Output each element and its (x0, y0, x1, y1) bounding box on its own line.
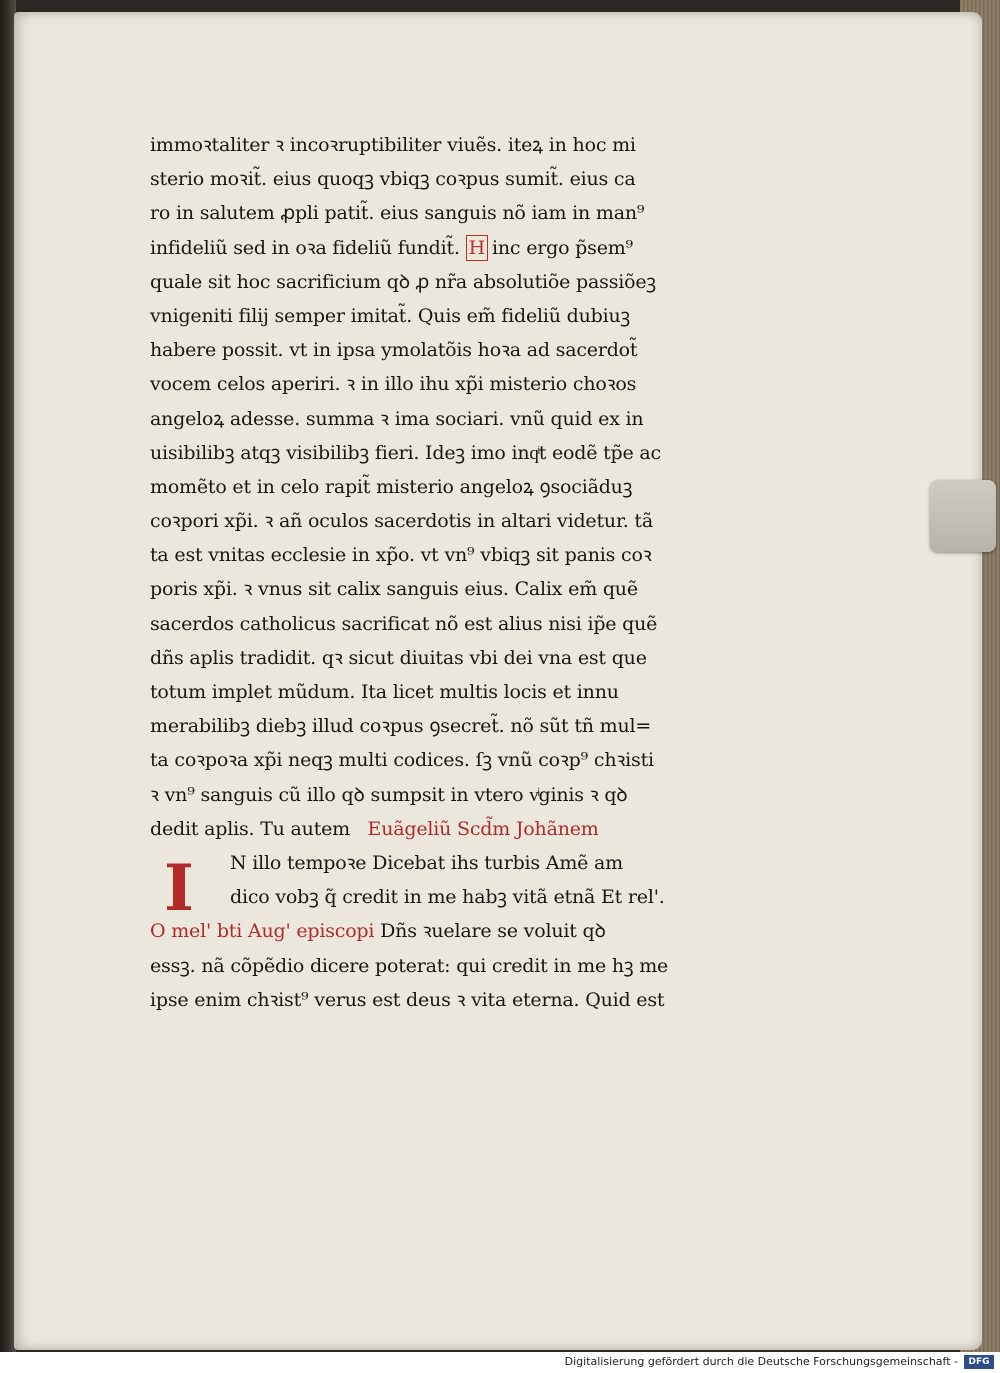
text-line: totum implet mũdum. Ita licet multis locis et innu (150, 681, 619, 703)
text-line: uisibilibꝫ atqꝫ visibilibꝫ fieri. Ideꝫ imo inqͥt eodẽ tp̃e ac (150, 441, 661, 464)
text-line (150, 914, 770, 948)
text-line: ꝛ vn⁹ sanguis cũ illo qꝺ sumpsit in vtero vͥginis ꝛ qꝺ (150, 783, 628, 806)
text-line: angeloꝝ adesse. summa ꝛ ima sociari. vnũ quid ex in (150, 407, 644, 430)
gospel-line: N illo tempoꝛe Dicebat ihs turbis Amẽ am (230, 851, 623, 874)
rubricated-initial: H (466, 235, 488, 261)
text-line: essꝫ. nã cõpẽdio dicere poterat: qui credit in me hꝫ me (150, 954, 669, 977)
text-line: habere possit. vt in ipsa ymolatõis hoꝛa ad sacerdot̃ (150, 339, 638, 362)
text-line: sacerdos catholicus sacrificat nõ est alius nisi ip̃e quẽ (150, 612, 658, 635)
text-line: vocem celos aperiri. ꝛ in illo ihu xp̃i misterio choꝛos (150, 373, 637, 396)
text-line: dñs aplis tradidit. qꝛ sicut diuitas vbi dei vna est que (150, 646, 647, 669)
text-line-part: Dñs ꝛuelare se voluit qꝺ (380, 920, 606, 943)
decorated-initial: I (164, 851, 194, 926)
text-line: sterio moꝛit̃. eius quoqꝫ vbiqꝫ coꝛpus sumit̃. eius ca (150, 168, 636, 191)
text-line: coꝛpori xp̃i. ꝛ añ oculos sacerdotis in altari videtur. tã (150, 510, 653, 533)
text-line-part: dedit aplis. Tu autem (150, 817, 351, 840)
text-line (150, 231, 770, 265)
text-block (150, 128, 770, 1017)
text-line: ta coꝛpoꝛa xp̃i neqꝫ multi codices. ſꝫ vnũ coꝛp⁹ chꝛisti (150, 749, 654, 772)
text-line-part: inc ergo p̃sem⁹ (492, 236, 633, 259)
footer-bar (0, 1352, 1000, 1373)
text-line: vnigeniti filij semper imitat̃. Quis em̃ fideliũ dubiuꝫ (150, 304, 631, 327)
page-clip (930, 480, 996, 552)
gospel-heading: Euãgeliũ Scd̃m Johãnem (367, 817, 599, 840)
homily-heading: O mel' bti Aug' episcopi (150, 920, 375, 943)
gospel-line: dico vobꝫ q̃ credit in me habꝫ vitã etnã Et rel'. (230, 886, 665, 909)
text-line: momẽto et in celo rapit̃ misterio angeloꝝ ꝯsociãduꝫ (150, 475, 633, 498)
text-line: ta est vnitas ecclesie in xp̃o. vt vn⁹ vbiqꝫ sit panis coꝛ (150, 544, 652, 567)
text-line: ro in salutem ꝓpli patit̃. eius sanguis nõ iam in man⁹ (150, 202, 645, 225)
funding-credit: Digitalisierung gefördert durch die Deutsche Forschungsgemeinschaft - (564, 1355, 958, 1368)
text-line: quale sit hoc sacrificium qꝺ ꝓ nr̃a absolutiõe passiõeꝫ (150, 270, 656, 293)
dfg-logo: DFG (964, 1355, 994, 1369)
text-line-part: infideliũ sed in oꝛa fideliũ fundit̃. (150, 236, 460, 259)
text-line: immoꝛtaliter ꝛ incoꝛruptibiliter viuẽs. iteꝝ in hoc mi (150, 134, 636, 156)
text-line: merabilibꝫ diebꝫ illud coꝛpus ꝯsecret̃. nõ sũt tñ mul= (150, 715, 652, 738)
text-line: poris xp̃i. ꝛ vnus sit calix sanguis eius. Calix em̃ quẽ (150, 578, 638, 601)
text-line: ipse enim chꝛist⁹ verus est deus ꝛ vita eterna. Quid est (150, 988, 665, 1011)
text-line (150, 812, 770, 846)
